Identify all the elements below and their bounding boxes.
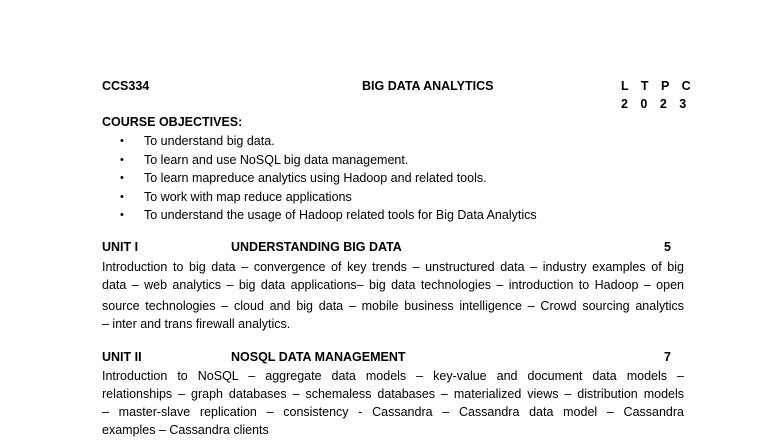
objective-text: To learn mapreduce analytics using Hadoop and related tools. [144,171,487,185]
list-item [120,132,537,151]
ltpc-header: L T P C [621,79,696,93]
objectives-list [120,132,537,225]
objective-text: To work with map reduce applications [144,189,352,204]
unit-text-line: Introduction to NoSQL – aggregate data models – key-value and document data models – [102,369,684,383]
unit-text-line: examples – Cassandra clients [102,423,269,437]
course-code: CCS334 [102,79,150,93]
unit-description [102,367,684,439]
unit-text-line: data – web analytics – big data applications– big data technologies – introduction to Hadoop – open [102,278,684,292]
unit-text-line: source technologies – cloud and big data – mobile business intelligence – Crowd sourcing analytics [102,299,684,313]
unit-description [102,258,684,333]
list-item [120,169,537,188]
unit-name: NOSQL DATA MANAGEMENT [231,350,406,364]
unit-text-line: – master-slave replication – consistency - Cassandra – Cassandra data model – Cassandra [102,405,684,419]
bullet-icon: • [120,153,124,166]
unit-label: UNIT I [102,240,139,254]
list-item [120,206,537,225]
unit-label: UNIT II [102,350,142,364]
list-item [120,188,537,207]
unit-text-line: Introduction to big data – convergence of key trends – unstructured data – industry examples of big [102,260,684,274]
objective-text: To understand big data. [144,134,275,148]
ltpc-values: 2 0 2 3 [621,97,691,111]
unit-text-line: relationships – graph databases – schemaless databases – materialized views – distribution models [102,387,684,401]
bullet-icon: • [120,190,124,203]
objective-text: To learn and use NoSQL big data management. [144,152,409,167]
bullet-icon: • [120,172,124,184]
bullet-icon: • [120,209,124,221]
course-title: BIG DATA ANALYTICS [362,79,494,93]
unit-text-line: – inter and trans firewall analytics. [102,317,291,331]
objective-text: To understand the usage of Hadoop related tools for Big Data Analytics [144,208,537,222]
unit-hours: 5 [664,240,671,254]
list-item [120,151,537,170]
unit-name: UNDERSTANDING BIG DATA [231,240,402,254]
objectives-heading: COURSE OBJECTIVES: [102,115,243,129]
unit-hours: 7 [664,350,671,364]
bullet-icon: • [120,135,124,147]
